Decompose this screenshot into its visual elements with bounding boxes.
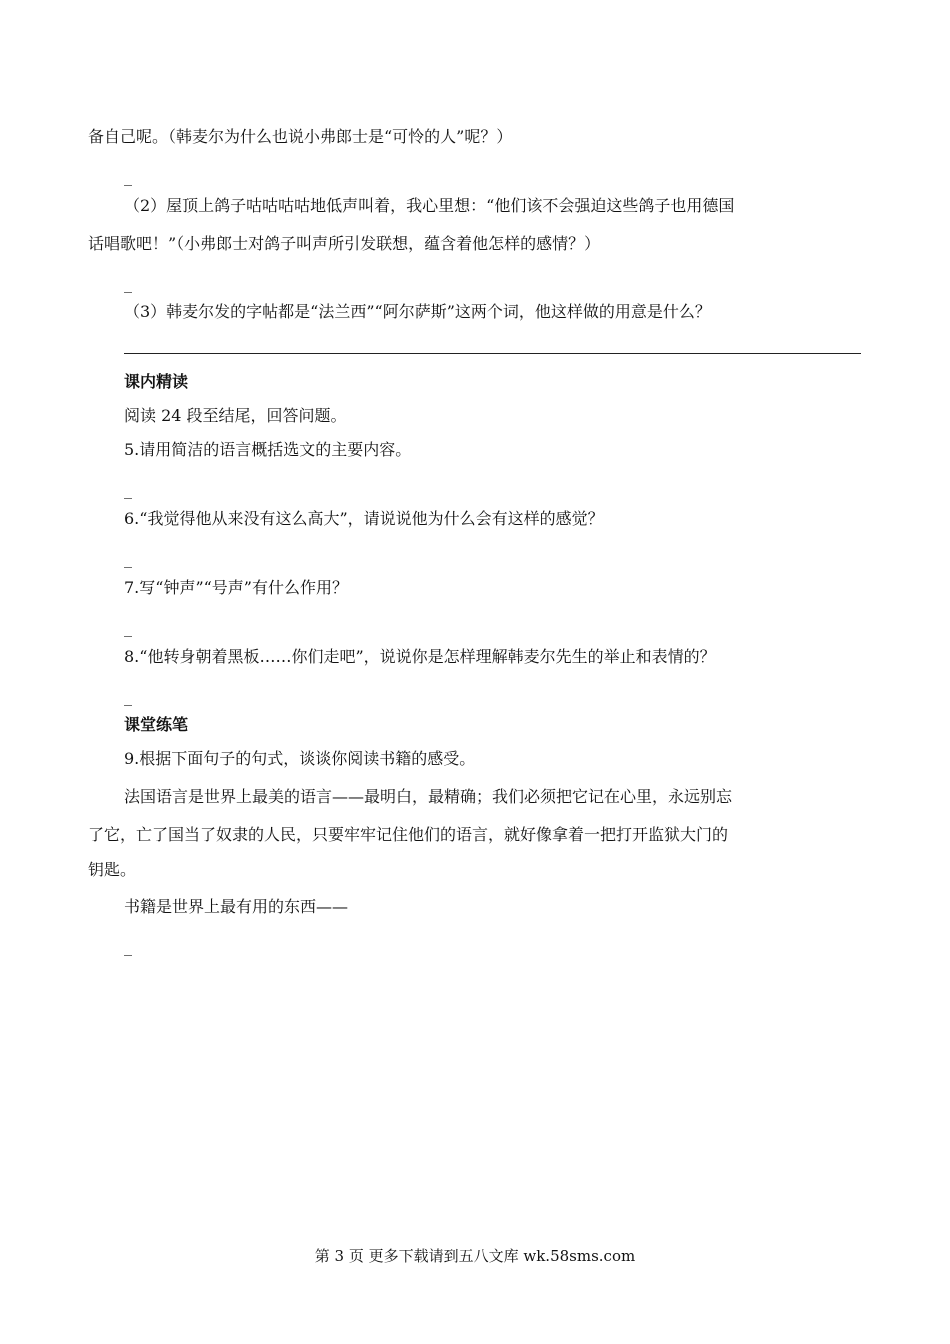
- answer-blank: _: [124, 937, 132, 956]
- section-heading-writing: 课堂练笔: [124, 715, 189, 734]
- divider-line: [124, 353, 861, 354]
- example-line-2: 了它，亡了国当了奴隶的人民，只要牢牢记住他们的语言，就好像拿着一把打开监狱大门的: [88, 825, 729, 844]
- question-9: 9.根据下面句子的句式，谈谈你阅读书籍的感受。: [124, 749, 476, 768]
- question-6: 6.“我觉得他从来没有这么高大”，请说说他为什么会有这样的感觉？: [124, 509, 604, 528]
- paragraph-line: 备自己呢。（韩麦尔为什么也说小弗郎士是“可怜的人”呢？）: [88, 127, 513, 146]
- example-line-1: 法国语言是世界上最美的语言——最明白，最精确；我们必须把它记在心里，永远别忘: [124, 787, 733, 806]
- section-heading-reading: 课内精读: [124, 372, 189, 391]
- example-line-3: 钥匙。: [88, 860, 137, 879]
- question-8: 8.“他转身朝着黑板……你们走吧”，说说你是怎样理解韩麦尔先生的举止和表情的？: [124, 647, 716, 666]
- answer-blank: _: [124, 687, 132, 706]
- writing-prompt: 书籍是世界上最有用的东西——: [124, 897, 349, 916]
- question-5: 5.请用简洁的语言概括选文的主要内容。: [124, 440, 412, 459]
- question-3: （3）韩麦尔发的字帖都是“法兰西”“阿尔萨斯”这两个词，他这样做的用意是什么？: [124, 302, 711, 321]
- answer-blank: _: [124, 480, 132, 499]
- question-2-line-2: 话唱歌吧！”（小弗郎士对鸽子叫声所引发联想，蕴含着他怎样的感情？）: [88, 234, 601, 253]
- page-footer: 第 3 页 更多下载请到五八文库 wk.58sms.com: [314, 1247, 636, 1265]
- answer-blank: _: [124, 274, 132, 293]
- question-7: 7.写“钟声”“号声”有什么作用？: [124, 578, 348, 597]
- answer-blank: _: [124, 618, 132, 637]
- answer-blank: _: [124, 167, 132, 186]
- answer-blank: _: [124, 549, 132, 568]
- question-2-line-1: （2）屋顶上鸽子咕咕咕咕地低声叫着，我心里想：“他们该不会强迫这些鸽子也用德国: [124, 196, 735, 215]
- reading-instruction: 阅读 24 段至结尾，回答问题。: [124, 406, 347, 425]
